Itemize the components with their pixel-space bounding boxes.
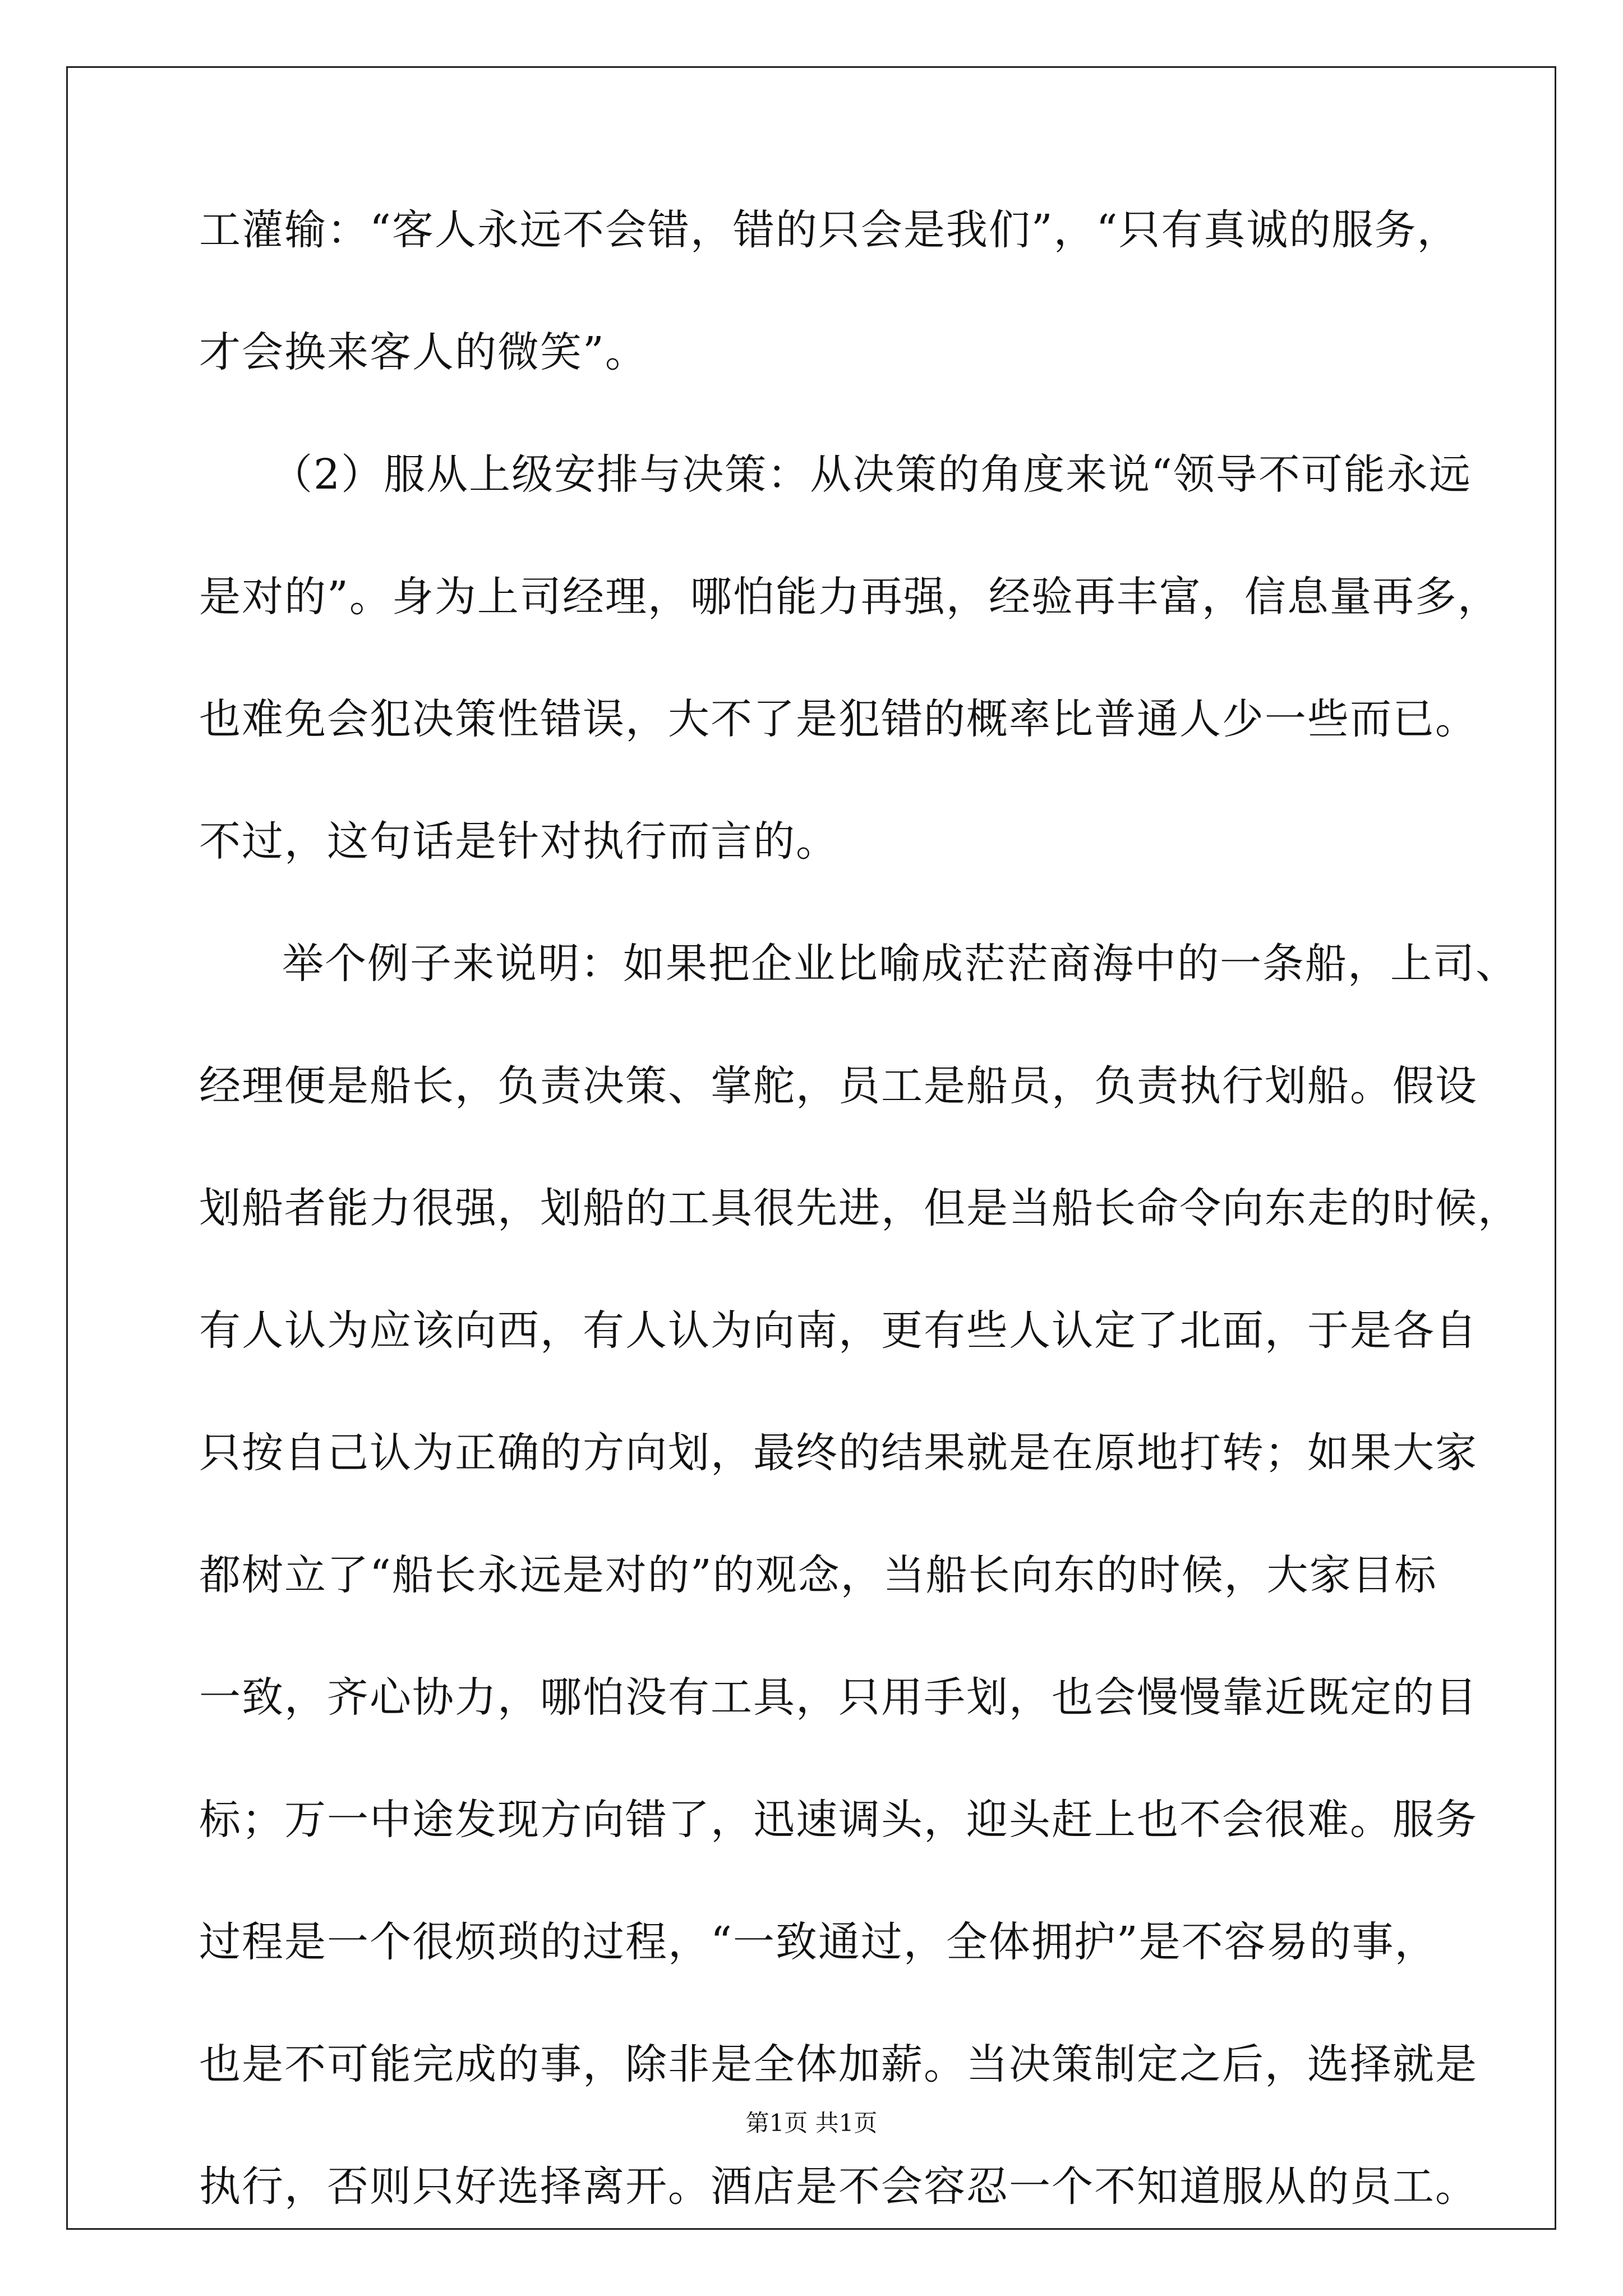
body-line: 一致，齐心协力，哪怕没有工具，只用手划，也会慢慢靠近既定的目 (199, 1673, 1478, 1722)
body-line: 都树立了“船长永远是对的”的观念，当船长向东的时候，大家目标 (199, 1551, 1437, 1599)
body-line: 举个例子来说明：如果把企业比喻成茫茫商海中的一条船，上司、 (282, 940, 1518, 988)
body-line: 经理便是船长，负责决策、掌舵，员工是船员，负责执行划船。假设 (199, 1062, 1478, 1110)
body-line: （2）服从上级安排与决策：从决策的角度来说“领导不可能永远 (271, 450, 1472, 499)
body-line: 也是不可能完成的事，除非是全体加薪。当决策制定之后，选择就是 (199, 2040, 1478, 2088)
body-line: 有人认为应该向西，有人认为向南，更有些人认定了北面，于是各自 (199, 1306, 1478, 1355)
body-line: 划船者能力很强，划船的工具很先进，但是当船长命令向东走的时候， (199, 1184, 1520, 1232)
body-line: 标；万一中途发现方向错了，迅速调头，迎头赶上也不会很难。服务 (199, 1796, 1478, 1844)
document-body (199, 206, 1520, 2286)
body-line: 过程是一个很烦琐的过程，“一致通过，全体拥护”是不容易的事， (199, 1918, 1437, 1966)
page-footer: 第1页 共1页 (745, 2109, 878, 2137)
body-line: 是对的”。身为上司经理，哪怕能力再强，经验再丰富，信息量再多， (199, 573, 1500, 621)
body-line: 工灌输：“客人永远不会错，错的只会是我们”，“只有真诚的服务， (199, 206, 1460, 254)
body-line: 不过，这句话是针对执行而言的。 (199, 817, 838, 866)
body-line: 也难免会犯决策性错误，大不了是犯错的概率比普通人少一些而已。 (199, 695, 1478, 743)
body-line: 只按自己认为正确的方向划，最终的结果就是在原地打转；如果大家 (199, 1429, 1478, 1477)
body-line: 执行，否则只好选择离开。酒店是不会容忍一个不知道服从的员工。 (199, 2162, 1478, 2211)
body-line: 才会换来客人的微笑”。 (199, 328, 648, 376)
